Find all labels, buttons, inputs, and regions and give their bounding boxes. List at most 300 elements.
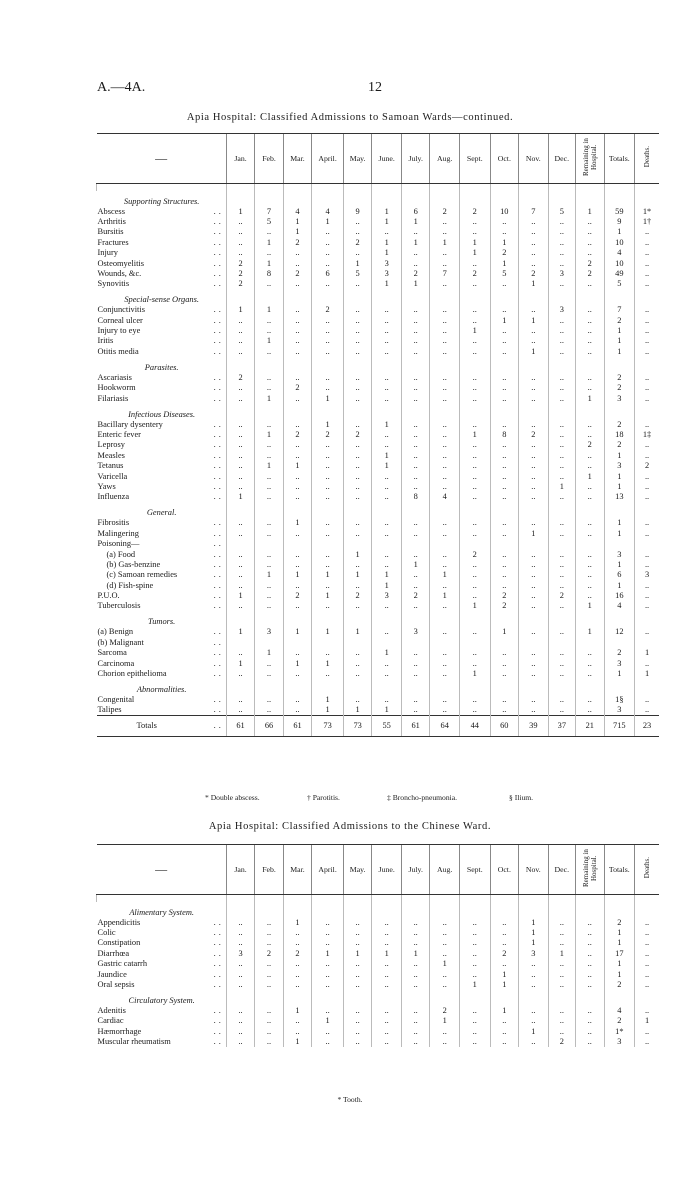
table-cell: .. — [226, 336, 254, 346]
row-label — [97, 217, 227, 227]
table-cell: 1 — [604, 969, 635, 979]
table-cell: .. — [226, 917, 254, 927]
table-cell: .. — [255, 549, 283, 559]
table-cell: .. — [635, 1037, 659, 1047]
table-cell — [430, 637, 460, 647]
column-header: Nov. — [519, 134, 549, 184]
table-cell: 2 — [635, 461, 659, 471]
table-cell: .. — [576, 560, 604, 570]
row-label-text: Abscess — [97, 206, 125, 216]
table-cell: .. — [372, 1026, 402, 1036]
table-cell: .. — [312, 1026, 344, 1036]
table-cell: .. — [312, 928, 344, 938]
table-cell: .. — [401, 648, 429, 658]
table-cell: .. — [459, 1037, 490, 1047]
table-cell: 4 — [312, 206, 344, 216]
column-header: Feb. — [255, 134, 283, 184]
table-cell: 2 — [430, 206, 460, 216]
column-header: July. — [401, 134, 429, 184]
table-cell: .. — [283, 482, 311, 492]
table-cell: .. — [401, 430, 429, 440]
table-cell: .. — [548, 461, 575, 471]
table-cell: .. — [372, 393, 402, 403]
table-cell: .. — [490, 695, 518, 705]
table-cell: .. — [519, 492, 549, 502]
column-header: Mar. — [283, 845, 311, 895]
dot-leader: .. — [213, 346, 224, 356]
dot-leader: .. — [213, 481, 224, 491]
table-cell: .. — [635, 917, 659, 927]
table-cell — [576, 637, 604, 647]
table-cell: .. — [255, 372, 283, 382]
table-cell: .. — [490, 393, 518, 403]
table-cell: .. — [401, 669, 429, 679]
table-cell: .. — [635, 959, 659, 969]
table-cell: 1 — [635, 1016, 659, 1026]
table-cell: 2 — [459, 269, 490, 279]
table-cell: .. — [519, 227, 549, 237]
table-cell: .. — [576, 1016, 604, 1026]
table-cell: 13 — [604, 492, 635, 502]
table-cell: .. — [312, 461, 344, 471]
column-header: — — [97, 134, 227, 184]
table-cell — [372, 539, 402, 549]
table-cell: 1† — [635, 217, 659, 227]
table-cell: .. — [490, 560, 518, 570]
table-cell: .. — [548, 549, 575, 559]
table-cell: 1 — [226, 305, 254, 315]
table-cell: 1 — [255, 258, 283, 268]
table-cell — [490, 539, 518, 549]
row-label — [97, 948, 227, 958]
table-cell: 2 — [604, 917, 635, 927]
table-cell: .. — [255, 471, 283, 481]
table-cell: .. — [430, 658, 460, 668]
row-label — [97, 237, 227, 247]
table-cell: .. — [576, 580, 604, 590]
table-cell: 16 — [604, 591, 635, 601]
table-cell: .. — [226, 705, 254, 716]
row-label-text: Osteomyelitis — [97, 258, 145, 268]
table-cell: .. — [312, 1037, 344, 1047]
table-cell: 2 — [401, 269, 429, 279]
dot-leader: .. — [213, 549, 224, 559]
table-cell: .. — [459, 1006, 490, 1016]
table-cell: .. — [459, 461, 490, 471]
section-header-row — [97, 357, 660, 373]
table-cell: 3 — [604, 705, 635, 716]
table-cell: .. — [519, 1006, 549, 1016]
row-label-text: P.U.O. — [97, 591, 120, 601]
table-row — [97, 336, 660, 346]
table-cell: 1 — [604, 336, 635, 346]
table-cell: 1 — [343, 948, 371, 958]
table-cell: .. — [490, 938, 518, 948]
page-number: 12 — [368, 80, 382, 95]
table-cell: .. — [519, 570, 549, 580]
table-cell: 1 — [372, 948, 402, 958]
section-header-row — [97, 902, 660, 918]
table-cell: .. — [226, 227, 254, 237]
table-cell: 49 — [604, 269, 635, 279]
table-cell: 1 — [372, 461, 402, 471]
dot-leader: .. — [213, 450, 224, 460]
table-cell: 2 — [604, 419, 635, 429]
row-label-text: Fibrositis — [97, 518, 130, 528]
table-cell: 1 — [576, 627, 604, 637]
table-cell: 1 — [226, 206, 254, 216]
table-cell: 1 — [430, 959, 460, 969]
table-cell: .. — [372, 482, 402, 492]
table-cell: .. — [519, 461, 549, 471]
table-row — [97, 482, 660, 492]
table-cell: .. — [519, 695, 549, 705]
table-cell: .. — [343, 980, 371, 990]
table-cell: .. — [519, 1037, 549, 1047]
table-cell: 2 — [459, 206, 490, 216]
table-cell: .. — [548, 279, 575, 289]
table-cell: .. — [255, 560, 283, 570]
dot-leader: .. — [213, 430, 224, 439]
table-cell: .. — [548, 959, 575, 969]
table-cell: .. — [459, 492, 490, 502]
table-cell: 7 — [519, 206, 549, 216]
row-label-text: Jaundice — [97, 969, 127, 979]
table-cell: .. — [312, 601, 344, 611]
table-cell: 1 — [401, 279, 429, 289]
table-cell: .. — [343, 393, 371, 403]
table-cell: .. — [459, 346, 490, 356]
table-cell: .. — [635, 393, 659, 403]
table-cell — [283, 637, 311, 647]
table-cell: .. — [459, 518, 490, 528]
table-cell: .. — [255, 1006, 283, 1016]
table-cell: .. — [430, 383, 460, 393]
table-cell: .. — [430, 938, 460, 948]
table-cell: 1 — [255, 336, 283, 346]
table-cell: .. — [312, 580, 344, 590]
column-header — [576, 134, 604, 184]
table-cell: 1 — [226, 492, 254, 502]
table-cell: .. — [635, 346, 659, 356]
table-cell: .. — [548, 419, 575, 429]
table-cell: .. — [635, 248, 659, 258]
table-cell: .. — [312, 482, 344, 492]
table-cell: .. — [635, 237, 659, 247]
footnote: † Parotitis. — [307, 793, 340, 802]
table-cell: .. — [635, 471, 659, 481]
table-cell: .. — [401, 346, 429, 356]
row-label — [97, 430, 227, 440]
table-cell: .. — [548, 627, 575, 637]
table-cell: 3 — [519, 948, 549, 958]
table-cell: 1 — [490, 1006, 518, 1016]
totals-cell: 39 — [519, 716, 549, 737]
table-cell: 1 — [343, 627, 371, 637]
table-cell: 1 — [312, 570, 344, 580]
table-row — [97, 206, 660, 216]
table-cell: .. — [635, 560, 659, 570]
table-cell — [519, 539, 549, 549]
row-label — [97, 450, 227, 460]
table-cell: 1 — [283, 1037, 311, 1047]
table-cell: .. — [343, 279, 371, 289]
table-cell: .. — [459, 450, 490, 460]
section-title: Tumors. — [148, 617, 176, 627]
table-cell: 2 — [576, 258, 604, 268]
column-header: July. — [401, 845, 429, 895]
table-cell: .. — [401, 549, 429, 559]
document-reference: A.—4A. — [97, 80, 146, 95]
table-cell: .. — [576, 1026, 604, 1036]
row-label-text: Carcinoma — [97, 658, 135, 668]
table2-footnote: * Tooth. — [337, 1095, 363, 1104]
table-cell: .. — [548, 580, 575, 590]
table-cell: .. — [343, 471, 371, 481]
table-row — [97, 1006, 660, 1016]
table-cell: .. — [226, 1006, 254, 1016]
table-cell: 1 — [519, 928, 549, 938]
table-cell: 1 — [372, 237, 402, 247]
table-cell: 1 — [343, 570, 371, 580]
table-cell: .. — [283, 471, 311, 481]
table-cell: 7 — [255, 206, 283, 216]
table-cell: 1 — [372, 580, 402, 590]
table-cell: .. — [372, 372, 402, 382]
dot-leader: .. — [213, 248, 224, 258]
table-cell: .. — [283, 419, 311, 429]
table-row — [97, 627, 660, 637]
table-cell: .. — [343, 217, 371, 227]
table-cell: .. — [343, 1006, 371, 1016]
table-cell: .. — [576, 492, 604, 502]
table-cell: 2 — [401, 591, 429, 601]
table-cell — [372, 637, 402, 647]
row-label-text: Appendicitis — [97, 917, 141, 927]
table-cell: .. — [430, 305, 460, 315]
table-cell: .. — [519, 518, 549, 528]
table-cell: .. — [312, 518, 344, 528]
table-row — [97, 959, 660, 969]
table-cell: 1 — [401, 948, 429, 958]
row-label — [97, 372, 227, 382]
row-label-text: (c) Samoan remedies — [106, 570, 178, 580]
table2-title: Apia Hospital: Classified Admissions to the Chinese Ward. — [208, 821, 492, 832]
column-header: Feb. — [255, 845, 283, 895]
dot-leader: .. — [213, 694, 224, 704]
table-cell: .. — [459, 658, 490, 668]
dot-leader: .. — [213, 705, 224, 715]
table-cell: .. — [312, 440, 344, 450]
table-cell: .. — [635, 938, 659, 948]
column-header: Totals. — [604, 845, 635, 895]
table-cell: .. — [343, 969, 371, 979]
table-cell: .. — [635, 601, 659, 611]
table-cell: 2 — [283, 591, 311, 601]
table-cell: .. — [255, 917, 283, 927]
table-cell: .. — [576, 217, 604, 227]
row-label — [97, 580, 227, 590]
dot-leader: .. — [213, 559, 224, 569]
table-cell: .. — [576, 305, 604, 315]
table-cell: .. — [459, 258, 490, 268]
table-cell: .. — [255, 419, 283, 429]
table-row — [97, 669, 660, 679]
row-label-text: Injury to eye — [97, 326, 141, 336]
table-cell — [343, 637, 371, 647]
table-cell: .. — [255, 326, 283, 336]
table-cell: .. — [635, 482, 659, 492]
table-cell: .. — [343, 248, 371, 258]
table-cell: .. — [548, 969, 575, 979]
table-cell: .. — [430, 258, 460, 268]
table-cell: 1 — [312, 705, 344, 716]
table-cell: .. — [283, 326, 311, 336]
table-cell: .. — [226, 648, 254, 658]
row-label — [97, 528, 227, 538]
dot-leader: .. — [213, 570, 224, 580]
table-cell: .. — [635, 383, 659, 393]
table-cell: 2 — [343, 430, 371, 440]
table-cell: .. — [576, 346, 604, 356]
row-label-text: Measles — [97, 450, 125, 460]
table-cell: .. — [459, 279, 490, 289]
table-cell: .. — [312, 492, 344, 502]
section-title: Supporting Structures. — [123, 196, 200, 206]
table-cell: .. — [459, 372, 490, 382]
table-cell: .. — [226, 383, 254, 393]
table1-body — [97, 183, 660, 736]
table-row — [97, 492, 660, 502]
table-cell: .. — [635, 227, 659, 237]
table-cell: .. — [226, 346, 254, 356]
table-cell: .. — [401, 528, 429, 538]
table-cell: 1 — [312, 627, 344, 637]
table-cell: .. — [372, 627, 402, 637]
table-cell: .. — [401, 248, 429, 258]
table-cell: 3 — [401, 627, 429, 637]
table-row — [97, 430, 660, 440]
table-cell: .. — [459, 305, 490, 315]
table-cell: .. — [548, 648, 575, 658]
table-cell: 1 — [255, 237, 283, 247]
table-cell: 1 — [430, 591, 460, 601]
section-title: General. — [146, 508, 177, 518]
dot-leader: .. — [213, 279, 224, 289]
table-cell: .. — [255, 450, 283, 460]
table-cell: .. — [401, 326, 429, 336]
table-cell: .. — [226, 237, 254, 247]
table-cell: .. — [372, 326, 402, 336]
table-cell: .. — [401, 580, 429, 590]
table-cell: .. — [343, 372, 371, 382]
row-label-text: Congenital — [97, 694, 135, 704]
table-cell: 1 — [312, 591, 344, 601]
column-header-label: Remaining in Hospital. — [581, 138, 598, 176]
table-cell: .. — [343, 383, 371, 393]
table-row — [97, 928, 660, 938]
table-cell: .. — [401, 917, 429, 927]
dot-leader: .. — [213, 959, 224, 969]
table-cell: 1 — [576, 601, 604, 611]
table-cell: .. — [519, 669, 549, 679]
table-cell: .. — [490, 648, 518, 658]
column-header — [635, 845, 659, 895]
table-cell: .. — [635, 928, 659, 938]
table-cell: 1 — [372, 206, 402, 216]
totals-row — [97, 716, 660, 737]
table-cell: .. — [548, 471, 575, 481]
table-cell: .. — [226, 440, 254, 450]
section-header-row — [97, 502, 660, 518]
table-cell: 1 — [430, 1016, 460, 1026]
table-cell: 1 — [519, 315, 549, 325]
row-label-text: Oral sepsis — [97, 979, 135, 989]
table-cell: 8 — [490, 430, 518, 440]
table-cell: .. — [430, 346, 460, 356]
table-cell: .. — [576, 237, 604, 247]
column-header: April. — [312, 845, 344, 895]
row-label — [97, 346, 227, 356]
table-cell: .. — [459, 419, 490, 429]
row-label — [97, 305, 227, 315]
table-cell: 3 — [372, 258, 402, 268]
row-label — [97, 279, 227, 289]
table-cell: 2 — [312, 430, 344, 440]
totals-cell: 21 — [576, 716, 604, 737]
row-label-text: Yaws — [97, 481, 116, 491]
table-cell: .. — [430, 326, 460, 336]
table-cell: .. — [490, 227, 518, 237]
row-label — [97, 326, 227, 336]
table-cell: .. — [312, 917, 344, 927]
table-cell: .. — [490, 440, 518, 450]
table-cell: 1 — [604, 326, 635, 336]
table-cell: .. — [283, 1026, 311, 1036]
row-label-text: Enteric fever — [97, 430, 141, 439]
table-cell: 5 — [343, 269, 371, 279]
row-label — [97, 591, 227, 601]
table-cell: 1 — [604, 346, 635, 356]
table-cell: 9 — [604, 217, 635, 227]
table-cell: .. — [343, 518, 371, 528]
totals-cell: 66 — [255, 716, 283, 737]
table-cell: .. — [490, 346, 518, 356]
table-row — [97, 1037, 660, 1047]
table-cell: 2 — [576, 269, 604, 279]
table-cell: .. — [430, 372, 460, 382]
footnote: § Ilium. — [509, 793, 534, 802]
table-cell: .. — [255, 601, 283, 611]
table-cell: .. — [519, 471, 549, 481]
table-cell: .. — [576, 1037, 604, 1047]
table-cell: 1 — [635, 669, 659, 679]
row-label — [97, 1016, 227, 1026]
table-cell: .. — [519, 969, 549, 979]
table-cell: .. — [343, 450, 371, 460]
table-cell: 1 — [490, 627, 518, 637]
table-cell: .. — [635, 528, 659, 538]
table-cell: .. — [226, 938, 254, 948]
table-cell: .. — [283, 648, 311, 658]
table-cell: .. — [312, 648, 344, 658]
table-cell: .. — [312, 549, 344, 559]
column-header: Sept. — [459, 134, 490, 184]
row-label — [97, 1026, 227, 1036]
table-cell: .. — [343, 419, 371, 429]
table-cell: 1 — [430, 570, 460, 580]
table-cell: 2 — [312, 305, 344, 315]
